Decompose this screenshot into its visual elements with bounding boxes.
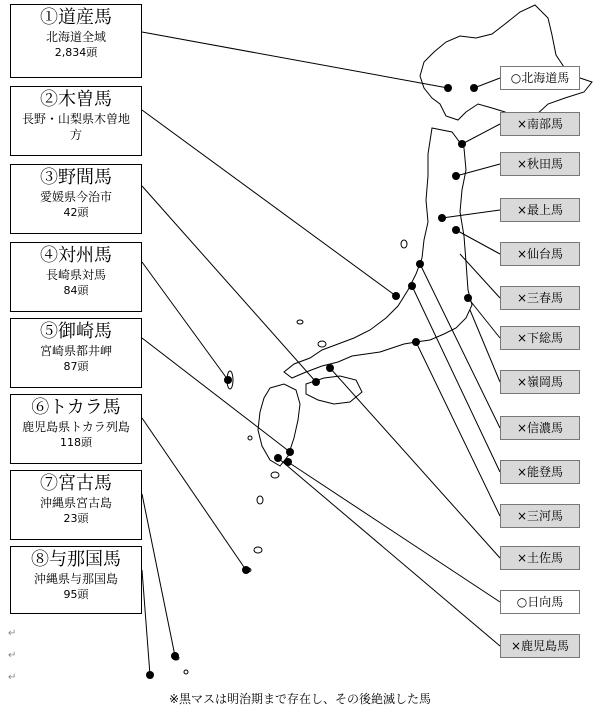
breed-location: 沖縄県宮古島: [39, 496, 112, 510]
hokkaido-outline: [420, 5, 592, 120]
breed-box-yonaguni: [10, 546, 142, 614]
breed-box-tokara: [10, 394, 142, 464]
region-label: ×土佐馬: [500, 546, 580, 570]
region-label: ×嶺岡馬: [500, 370, 580, 394]
breed-title: ②木曽馬: [40, 89, 112, 110]
breed-title: ③野間馬: [40, 167, 112, 188]
region-label: ×三河馬: [500, 504, 580, 528]
region-label: ×最上馬: [500, 198, 580, 222]
region-label: ×三春馬: [500, 286, 580, 310]
breed-count: 87頭: [63, 360, 89, 373]
breed-location: 鹿児島県トカラ列島: [22, 420, 130, 434]
breed-count: 118頭: [60, 436, 92, 449]
breed-title: ①道産馬: [40, 7, 112, 28]
breed-location: 長崎県対馬: [45, 268, 106, 282]
breed-title: ⑧与那国馬: [31, 549, 121, 570]
breed-box-noma: [10, 164, 142, 234]
breed-title: ④対州馬: [40, 245, 112, 266]
breed-box-misaki: [10, 318, 142, 388]
footnote: ※黒マスは明治期まで存在し、その後絶滅した馬: [168, 692, 432, 706]
breed-count: 84頭: [63, 284, 89, 297]
region-label: ×鹿児島馬: [500, 634, 580, 658]
region-label: ○日向馬: [500, 590, 580, 614]
breed-location: 沖縄県与那国島: [33, 572, 118, 586]
breed-count: 95頭: [63, 588, 89, 601]
region-label: ×下総馬: [500, 326, 580, 350]
paragraph-mark: ↵: [8, 650, 17, 661]
breed-location: 北海道全域: [45, 30, 106, 44]
breed-title: ⑦宮古馬: [40, 473, 112, 494]
honshu-outline: [284, 128, 472, 378]
region-label: ×信濃馬: [500, 416, 580, 440]
breed-count: 42頭: [63, 206, 89, 219]
breed-location: 長野・山梨県木曽地方: [21, 112, 130, 142]
paragraph-mark: ↵: [8, 672, 17, 683]
breed-location: 宮崎県都井岬: [39, 344, 112, 358]
breed-title: ⑥トカラ馬: [31, 397, 121, 418]
kyushu-outline: [258, 384, 300, 466]
breed-title: ⑤御崎馬: [40, 321, 112, 342]
breed-box-miyako: [10, 470, 142, 540]
left-connector-lines: [142, 32, 448, 675]
region-label: ×能登馬: [500, 460, 580, 484]
region-label: ×秋田馬: [500, 152, 580, 176]
breed-box-kiso: [10, 86, 142, 156]
breed-box-dosanko: [10, 4, 142, 78]
breed-count: 23頭: [63, 512, 89, 525]
region-label: ×仙台馬: [500, 242, 580, 266]
right-connector-lines: [278, 78, 500, 646]
breed-location: 愛媛県今治市: [39, 190, 112, 204]
breed-count: 2,834頭: [54, 46, 98, 59]
region-label: ×南部馬: [500, 112, 580, 136]
paragraph-mark: ↵: [8, 628, 17, 639]
breed-box-taishu: [10, 242, 142, 312]
region-label: ○北海道馬: [500, 66, 580, 90]
